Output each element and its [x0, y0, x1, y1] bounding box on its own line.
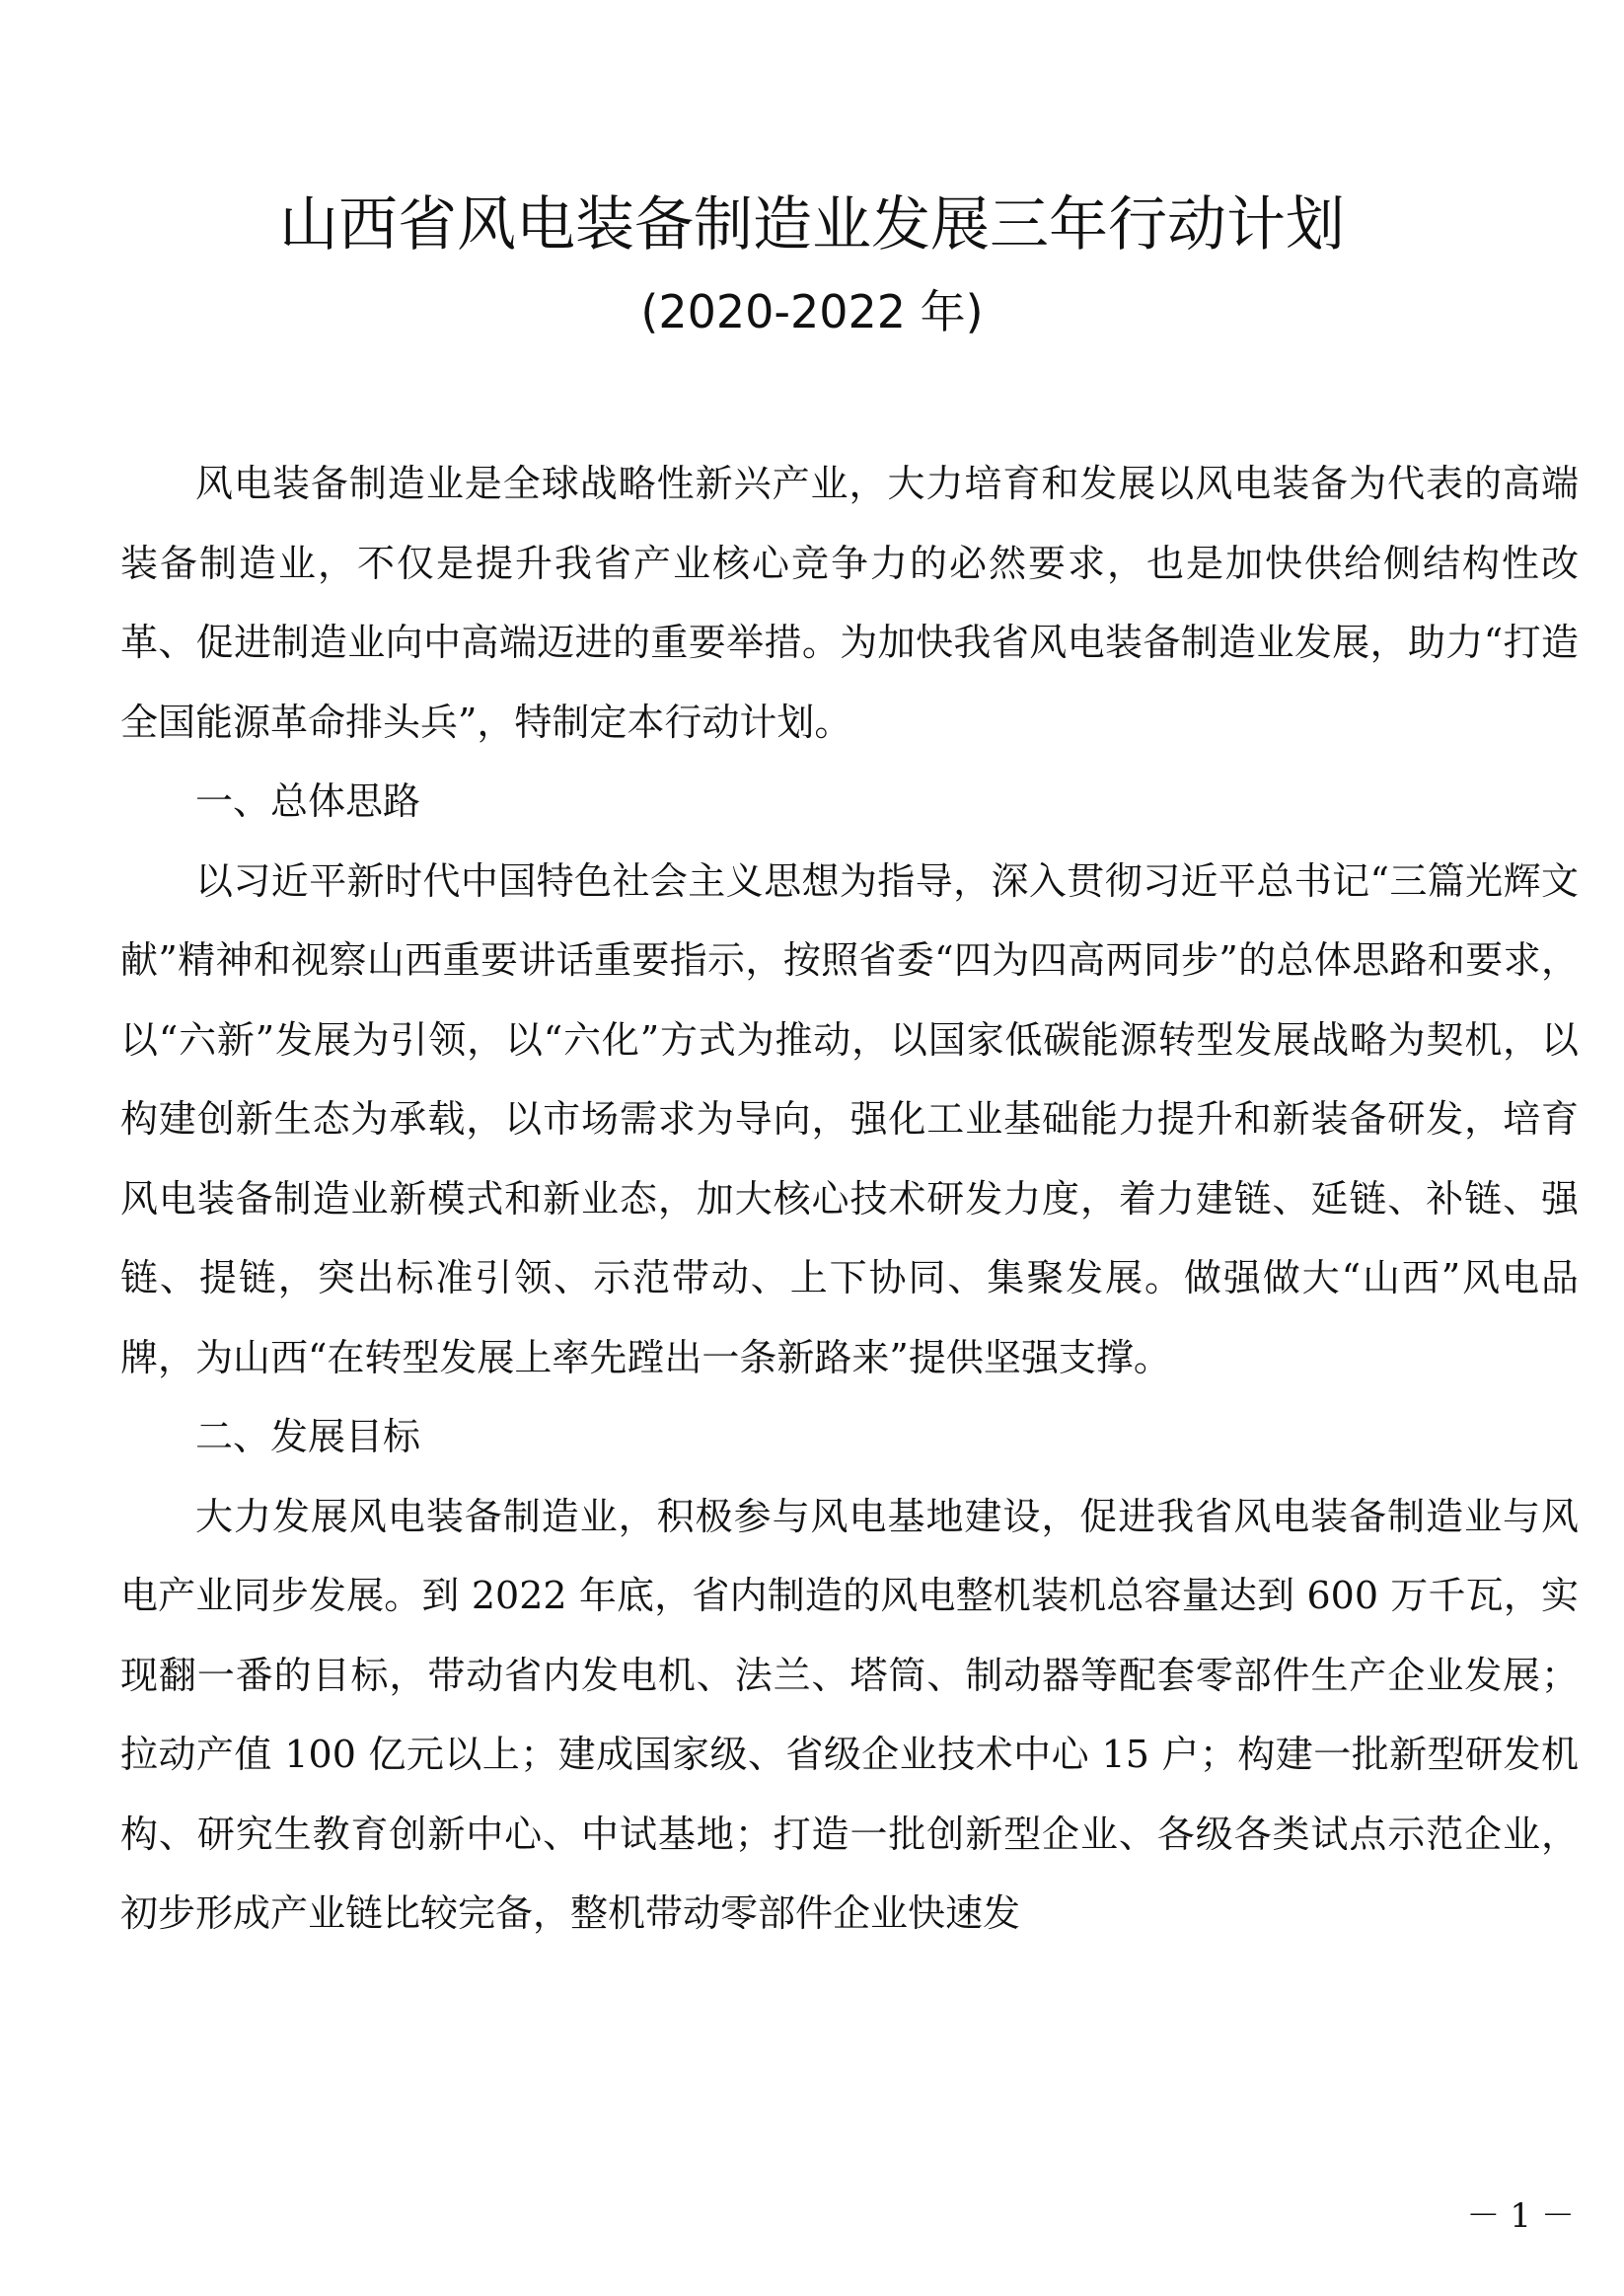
section-heading-development-goals: 二、发展目标 [195, 1415, 421, 1458]
document-title: 山西省风电装备制造业发展三年行动计划 [279, 190, 1345, 259]
section-paragraph-development-goals: 大力发展风电装备制造业，积极参与风电基地建设，促进我省风电装备制造业与风电产业同步发展。到 2022 年底，省内制造的风电整机装机总容量达到 600 万千瓦，实现翻一番的目标，带动省内发电机、法兰、塔筒、制动器等配套零部件生产企业发展；拉动产值 100 亿元以上；建成国家级、省级企业技术中心 15 户；构建一批新型研发机构、研究生教育创新中心、中试基地；打造一批创新型企业、各级各类试点示范企业，初步形成产业链比较完备，整机带动零部件企业快速发 [120, 1494, 1579, 1935]
document-subtitle: (2020-2022 年) [640, 285, 984, 338]
document-body [120, 444, 1579, 1954]
section-paragraph-overall-approach: 以习近平新时代中国特色社会主义思想为指导，深入贯彻习近平总书记“三篇光辉文献”精神和视察山西重要讲话重要指示，按照省委“四为四高两同步”的总体思路和要求，以“六新”发展为引领，以“六化”方式为推动，以国家低碳能源转型发展战略为契机，以构建创新生态为承载，以市场需求为导向，强化工业基础能力提升和新装备研发，培育风电装备制造业新模式和新业态，加大核心技术研发力度，着力建链、延链、补链、强链、提链，突出标准引领、示范带动、上下协同、集聚发展。做强做大“山西”风电品牌，为山西“在转型发展上率先蹚出一条新路来”提供坚强支撑。 [120, 858, 1579, 1379]
intro-paragraph: 风电装备制造业是全球战略性新兴产业，大力培育和发展以风电装备为代表的高端装备制造业，不仅是提升我省产业核心竞争力的必然要求，也是加快供给侧结构性改革、促进制造业向中高端迈进的重要举措。为加快我省风电装备制造业发展，助力“打造全国能源革命排头兵”，特制定本行动计划。 [120, 462, 1579, 744]
page-number: －1－ [1466, 2196, 1585, 2236]
section-heading-overall-approach: 一、总体思路 [195, 779, 421, 823]
